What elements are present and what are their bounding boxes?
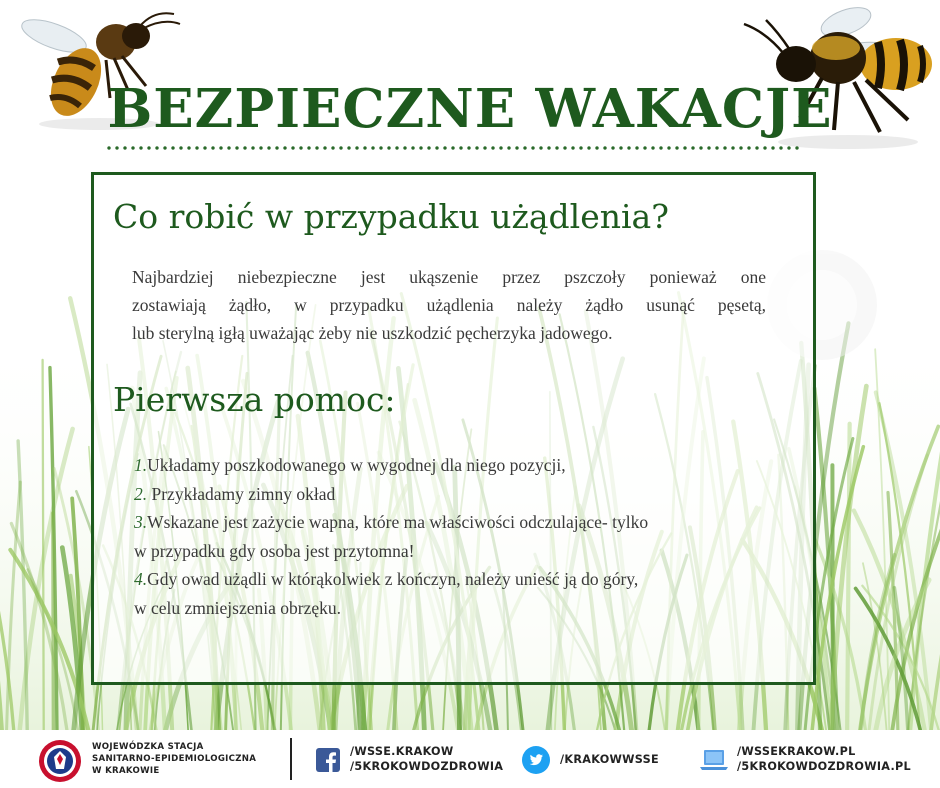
organization-name: [92, 741, 272, 777]
website-links[interactable]: [737, 744, 911, 774]
footer-bar: [0, 730, 940, 788]
step-number: 4.: [134, 569, 148, 589]
heading-first-aid: Pierwsza pomoc:: [113, 380, 396, 419]
facebook-link[interactable]: /WSSE.KRAKOW: [350, 745, 454, 758]
logo-emblem-icon: [38, 739, 82, 783]
first-aid-steps: [134, 451, 784, 622]
step-text: Przykładamy zimny okład: [147, 483, 336, 504]
website-link[interactable]: /5KROKOWDOZDROWIA.PL: [737, 760, 911, 773]
intro-line: lub sterylną igłą uważając żeby nie uszkodzić pęcherzyka jadowego.: [132, 323, 613, 343]
poster-title: BEZPIECZNE WAKACJE: [107, 78, 833, 140]
step-number: 1.: [134, 455, 148, 475]
step-text: Układamy poszkodowanego w wygodnej dla niego pozycji,: [147, 455, 566, 475]
step-4-continued: w celu zmniejszenia obrzęku.: [134, 597, 341, 618]
org-line: SANITARNO-EPIDEMIOLOGICZNA: [92, 754, 257, 764]
step-text: Wskazane jest zażycie wapna, które ma właściwości odczulające- tylko: [147, 512, 649, 532]
laptop-icon[interactable]: [700, 748, 728, 772]
facebook-link[interactable]: /5KROKOWDOZDROWIA: [350, 760, 504, 773]
step-3-continued: w przypadku gdy osoba jest przytomna!: [134, 540, 415, 561]
content-card: [91, 172, 816, 685]
twitter-link[interactable]: /KRAKOWWSSE: [560, 753, 659, 766]
heading-what-to-do: Co robić w przypadku użądlenia?: [113, 197, 669, 236]
intro-line: zostawiają żądło, w przypadku użądlenia należy żądło usunąć pęsetą,: [132, 295, 766, 315]
footer-divider: [290, 738, 292, 780]
org-line: WOJEWÓDZKA STACJA: [92, 742, 204, 752]
step-4: [134, 565, 784, 594]
dotted-divider: [105, 146, 800, 150]
website-link[interactable]: /WSSEKRAKOW.PL: [737, 745, 856, 758]
org-line: W KRAKOWIE: [92, 766, 160, 776]
intro-paragraph: [132, 263, 766, 347]
intro-line: Najbardziej niebezpieczne jest ukąszenie przez pszczoły ponieważ one: [132, 267, 766, 287]
step-number: 2.: [134, 483, 148, 504]
step-2: [134, 480, 784, 509]
step-number: 3.: [134, 512, 148, 532]
twitter-icon[interactable]: [522, 746, 550, 774]
facebook-links[interactable]: [350, 744, 503, 774]
step-3: [134, 508, 784, 537]
facebook-icon[interactable]: [316, 748, 340, 772]
twitter-links[interactable]: [560, 752, 659, 767]
step-text: Gdy owad użądli w którąkolwiek z kończyn, należy unieść ją do góry,: [147, 569, 639, 589]
step-1: [134, 451, 784, 480]
